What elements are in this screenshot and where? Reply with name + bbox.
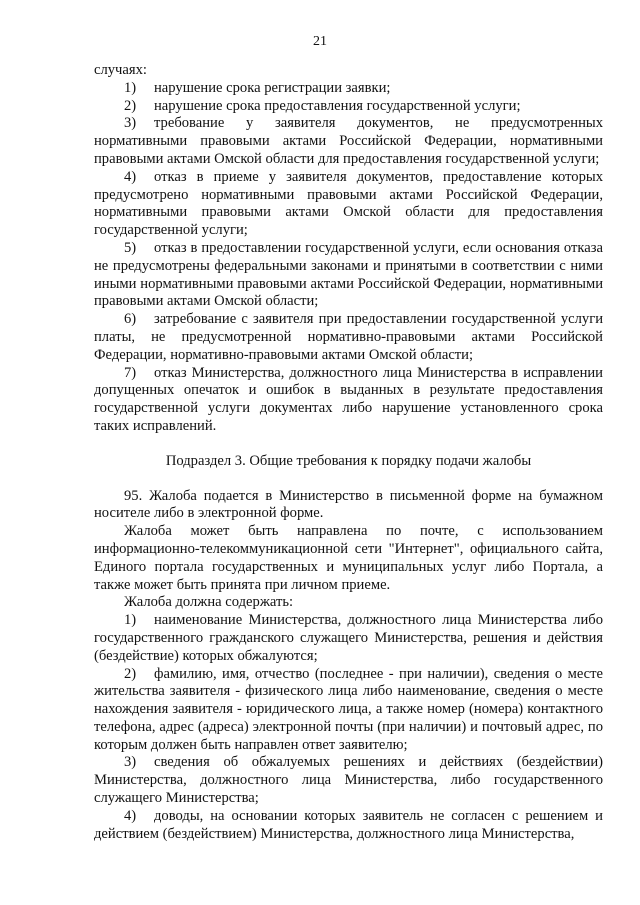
case-item-5 (94, 240, 603, 311)
contents-number: 4) (124, 807, 137, 824)
case-text: нарушение срока предоставления государственной услуги; (154, 97, 521, 114)
case-item-2 (94, 98, 603, 116)
case-text: отказ Министерства, должностного лица Министерства в исправлении допущенных опечаток и ошибок в выданных в результате предоставления государственной услуги документах либо нарушение установленного срока таких исправлений. (94, 364, 603, 434)
case-item-3 (94, 115, 603, 168)
contents-text: фамилию, имя, отчество (последнее - при наличии), сведения о месте жительства заявителя - физического лица либо наименование, сведения о месте нахождения заявителя - юридического лица, а также номер (номера) контактного телефона, адрес (адреса) электронной почты (при наличии) и почтовый адрес, по которым должен быть направлен ответ заявителю; (94, 665, 603, 753)
contents-number: 2) (124, 665, 137, 682)
contents-item-2 (94, 666, 603, 755)
contents-item-1 (94, 612, 603, 665)
cases-list (94, 80, 603, 436)
intro-line: случаях: (94, 62, 147, 78)
case-number: 3) (124, 115, 137, 132)
case-item-7 (94, 365, 603, 436)
contents-text: сведения об обжалуемых решениях и действиях (бездействии) Министерства, должностного лица Министерства, либо государственного служащего Министерства; (94, 754, 603, 807)
page-number: 21 (313, 34, 327, 49)
case-number: 7) (124, 364, 137, 381)
case-item-4 (94, 169, 603, 240)
case-item-1 (94, 80, 603, 98)
document-body (94, 62, 603, 843)
case-text: отказ в приеме у заявителя документов, предоставление которых предусмотрено нормативными правовыми актами Российской Федерации, нормативными правовыми актами Омской области для предоставления государственной услуги; (94, 168, 603, 239)
contents-text: доводы, на основании которых заявитель не согласен с решением и действием (бездействием) Министерства, должностного лица Министерства, (94, 807, 603, 842)
case-text: требование у заявителя документов, не предусмотренных нормативными правовыми актами Российской Федерации, нормативными правовыми актами Омской области для предоставления государственной услуги; (94, 115, 603, 167)
case-number: 6) (124, 311, 137, 328)
contents-text: наименование Министерства, должностного лица Министерства либо государственного гражданского служащего Министерства, решения и действия (бездействие) которых обжалуются; (94, 612, 603, 664)
contents-item-3 (94, 754, 603, 807)
contents-list (94, 612, 603, 843)
case-number: 2) (124, 97, 137, 114)
paragraph-95: 95. Жалоба подается в Министерство в письменной форме на бумажном носителе либо в электронной форме. (94, 487, 603, 522)
contents-number: 3) (124, 754, 137, 771)
case-number: 1) (124, 79, 137, 96)
case-number: 5) (124, 239, 137, 256)
contents-item-4 (94, 808, 603, 844)
subsection-title: Подраздел 3. Общие требования к порядку подачи жалобы (165, 452, 532, 469)
case-text: затребование с заявителя при предоставлении государственной услуги платы, не предусмотренной нормативно-правовыми актами Российской Федерации, нормативно-правовыми актами Омской области; (94, 311, 603, 363)
case-number: 4) (124, 168, 137, 185)
case-text: отказ в предоставлении государственной услуги, если основания отказа не предусмотрены федеральными законами и принятыми в соответствии с ними иными нормативными правовыми актами Российской Федерации, нормативными правовыми актами Омской области; (94, 239, 603, 310)
case-item-6 (94, 311, 603, 364)
paragraph-submission-methods: Жалоба может быть направлена по почте, с использованием информационно-телекоммуникационной сети "Интернет", официального сайта, Единого портала государственных и муниципальных услуг либо Портала, а также может быть принята при личном приеме. (94, 523, 603, 593)
paragraph-contents-intro: Жалоба должна содержать: (124, 594, 294, 611)
contents-number: 1) (124, 612, 137, 629)
case-text: нарушение срока регистрации заявки; (154, 79, 391, 96)
